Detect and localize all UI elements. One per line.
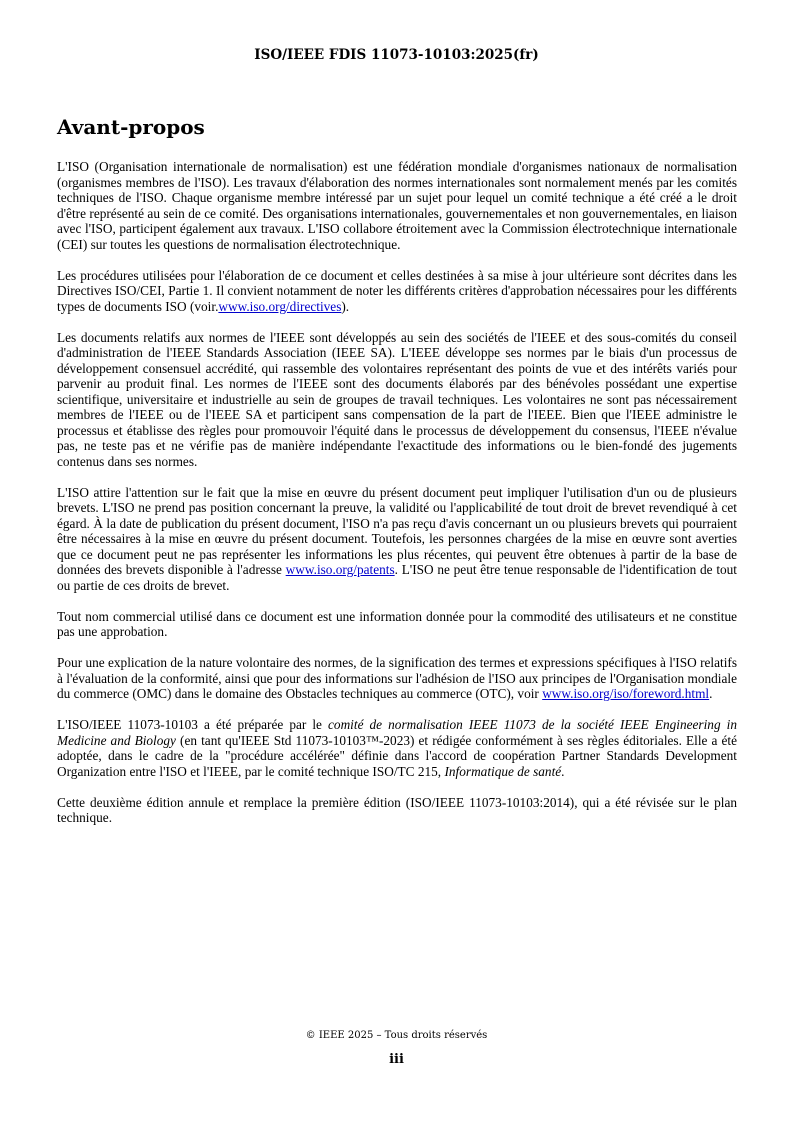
paragraph-iso-intro: L'ISO (Organisation internationale de normalisation) est une fédération mondiale d'organismes nationaux de normalisation (organismes membres de l'ISO). Les travaux d'élaboration des normes internationales sont normalement menés par les comités techniques de l'ISO. Chaque organisme membre intéressé par un sujet pour lequel un comité technique a été créé a le droit d'être représenté au sein de ce comité. Des organisations internationales, gouvernementales et non gouvernementales, en liaison avec l'ISO, participent également aux travaux. L'ISO collabore étroitement avec la Commission électrotechnique internationale (CEI) sur toutes les questions de normalisation électrotechnique.	[57, 159, 737, 252]
paragraph-preparation	[57, 717, 737, 779]
paragraph-procedures	[57, 268, 737, 315]
paragraph-voluntary-nature	[57, 655, 737, 702]
paragraph-preparation-end: .	[561, 763, 565, 779]
paragraph-procedures-text: Les procédures utilisées pour l'élaboration de ce document et celles destinées à sa mise à jour ultérieure sont décrites dans les Directives ISO/CEI, Partie 1. Il convient notamment de noter les différents critères d'approbation nécessaires pour les différents types de documents ISO (voir.	[57, 267, 737, 314]
committee-name: comité de normalisation IEEE 11073 de la société IEEE Engineering in Medicine and Biology	[57, 717, 737, 748]
paragraph-preparation-text: L'ISO/IEEE 11073-10103 a été préparée par le	[57, 717, 329, 732]
paragraph-trade-names: Tout nom commercial utilisé dans ce document est une information donnée pour la commodité des utilisateurs et ne constitue pas une approbation.	[57, 608, 737, 639]
foreword-link[interactable]: www.iso.org/iso/foreword.html	[542, 686, 710, 701]
section-title: Avant-propos	[57, 115, 205, 139]
paragraph-patents-end: . L'ISO ne peut être tenue responsable de l'identification de tout ou partie de ces droits de brevet.	[57, 562, 737, 593]
directives-link[interactable]: www.iso.org/directives	[218, 298, 342, 314]
copyright-footer: © IEEE 2025 – Tous droits réservés	[305, 1030, 488, 1041]
paragraph-edition: Cette deuxième édition annule et remplace la première édition (ISO/IEEE 11073-10103:2014), qui a été révisée sur le plan technique.	[57, 794, 737, 825]
paragraph-patents	[57, 485, 737, 594]
paragraph-preparation-middle: (en tant qu'IEEE Std 11073-10103™-2023) et rédigée conformément à ses règles éditoriales. Elle a été adoptée, dans le cadre de la "procédure accélérée" définie dans l'accord de coopération Partner Standards Development Organization entre l'ISO et l'IEEE, par le comité technique ISO/TC 215,	[57, 732, 737, 779]
patents-link[interactable]: www.iso.org/patents	[285, 562, 395, 577]
page-number: iii	[389, 1052, 404, 1067]
foreword-body	[57, 159, 737, 841]
paragraph-procedures-end: ).	[341, 298, 350, 314]
paragraph-ieee-standards: Les documents relatifs aux normes de l'IEEE sont développés au sein des sociétés de l'IEEE et des sous-comités du conseil d'administration de l'IEEE Standards Association (IEEE SA). L'IEEE développe ses normes par le biais d'un processus de développement consensuel accrédité, qui rassemble des volontaires représentant des points de vue et des intérêts variés pour parvenir au produit final. Les normes de l'IEEE sont des documents élaborés par des bénévoles possédant une expertise scientifique, universitaire et industrielle au sein de groupes de travail techniques. Les volontaires ne sont pas nécessairement membres de l'IEEE ou de l'IEEE SA et participent sans compensation de la part de l'IEEE. Bien que l'IEEE administre le processus et établisse des règles pour promouvoir l'équité dans le processus de développement du consensus, l'IEEE n'évalue pas, ne teste pas et ne vérifie pas de manière indépendante l'exactitude des informations ou le bien-fondé des jugements contenus dans ses normes.	[57, 329, 737, 469]
technical-committee-domain: Informatique de santé	[444, 763, 562, 779]
paragraph-patents-text: L'ISO attire l'attention sur le fait que la mise en œuvre du présent document peut impliquer l'utilisation d'un ou de plusieurs brevets. L'ISO ne prend pas position concernant la preuve, la validité ou l'applicabilité de tout droit de brevet revendiqué à cet égard. À la date de publication du présent document, l'ISO n'a pas reçu d'avis concernant un ou plusieurs brevets qui pourraient être nécessaires à la mise en œuvre du présent document. Toutefois, les personnes chargées de la mise en œuvre sont averties que ce document peut ne pas représenter les informations les plus récentes, qui peuvent être obtenues à partir de la base de données des brevets disponible à l'adresse	[57, 484, 737, 577]
document-id-header: ISO/IEEE FDIS 11073-10103:2025(fr)	[254, 47, 539, 63]
paragraph-voluntary-text: Pour une explication de la nature volontaire des normes, de la signification des termes et expressions spécifiques à l'ISO relatifs à l'évaluation de la conformité, ainsi que pour des informations sur l'adhésion de l'ISO aux principes de l'Organisation mondiale du commerce (OMC) dans le domaine des Obstacles techniques au commerce (OTC), voir	[57, 655, 737, 701]
paragraph-voluntary-end: .	[709, 686, 713, 701]
